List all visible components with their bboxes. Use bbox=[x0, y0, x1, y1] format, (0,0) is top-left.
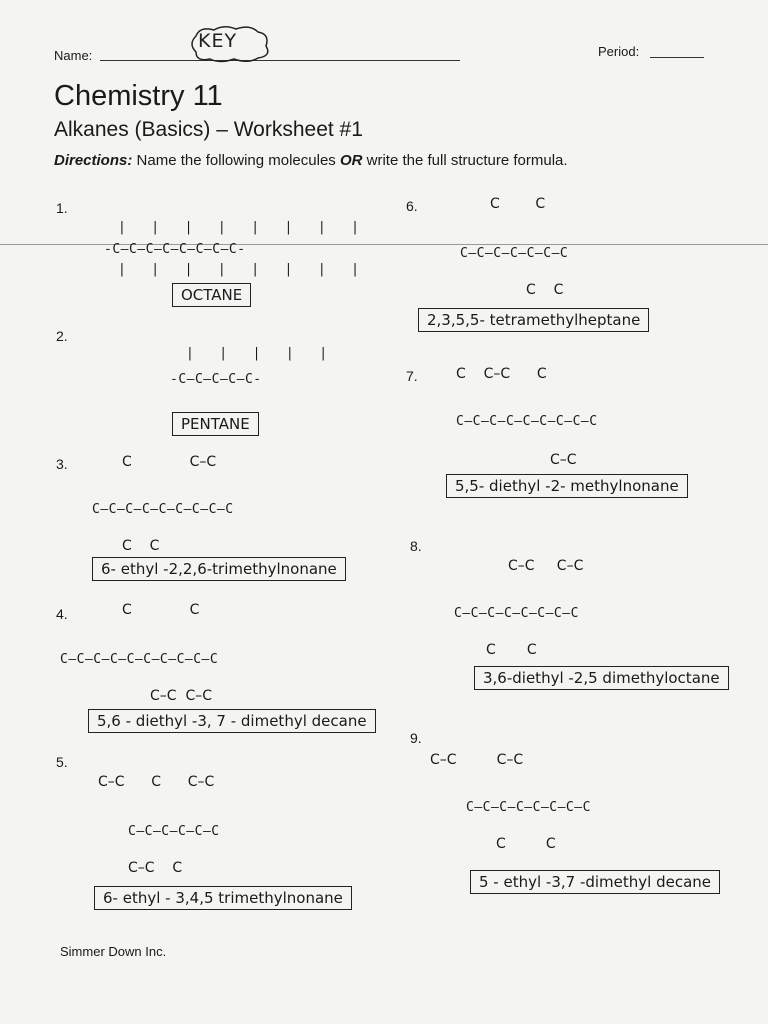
structure-top: C C bbox=[490, 196, 546, 212]
structure-top: C C–C C bbox=[456, 366, 547, 382]
answer-box: 5,5- diethyl -2- methylnonane bbox=[446, 474, 688, 498]
directions-or: OR bbox=[339, 152, 363, 169]
answer-box: 2,3,5,5- tetramethylheptane bbox=[418, 308, 649, 332]
structure-chain: C–C–C–C–C–C–C–C bbox=[466, 800, 591, 815]
structure-chain: C–C–C–C–C–C–C–C–C–C bbox=[60, 652, 219, 667]
name-value: KEY bbox=[198, 30, 238, 52]
problem-number: 3. bbox=[56, 456, 68, 472]
structure-chain: -C–C–C–C–C- bbox=[170, 372, 262, 387]
structure-chain: -C–C–C–C–C–C–C–C- bbox=[104, 242, 246, 257]
structure-top: C–C C–C bbox=[430, 752, 524, 768]
structure-bottom: C C bbox=[496, 836, 556, 852]
answer-box: 6- ethyl -2,2,6-trimethylnonane bbox=[92, 557, 346, 581]
period-label: Period: bbox=[598, 44, 640, 59]
problem-number: 6. bbox=[406, 198, 418, 214]
answer-box: 5,6 - diethyl -3, 7 - dimethyl decane bbox=[88, 709, 376, 733]
name-line bbox=[100, 60, 460, 61]
problem-number: 7. bbox=[406, 368, 418, 384]
structure-bottom: | | | | | | | | bbox=[118, 262, 360, 277]
structure-chain: C–C–C–C–C–C–C–C–C bbox=[456, 414, 598, 429]
problem-number: 9. bbox=[410, 730, 422, 746]
problem-number: 1. bbox=[56, 200, 68, 216]
directions bbox=[54, 152, 568, 169]
footer-credit: Simmer Down Inc. bbox=[60, 944, 167, 959]
structure-chain: C–C–C–C–C–C–C–C–C bbox=[92, 502, 234, 517]
structure-chain: C–C–C–C–C–C–C bbox=[460, 246, 569, 261]
structure-chain: C–C–C–C–C–C bbox=[128, 824, 220, 839]
directions-label: Directions: bbox=[54, 152, 133, 169]
directions-tail: write the full structure formula. bbox=[362, 152, 568, 169]
structure-top: C C–C bbox=[122, 454, 217, 470]
problem-number: 4. bbox=[56, 606, 68, 622]
structure-bottom: C–C C bbox=[128, 860, 183, 876]
structure-top: C–C C C–C bbox=[98, 774, 215, 790]
period-line bbox=[650, 57, 704, 58]
structure-top: | | | | | | | | bbox=[118, 220, 360, 235]
answer-box: 3,6-diethyl -2,5 dimethyloctane bbox=[474, 666, 729, 690]
answer-box: 5 - ethyl -3,7 -dimethyl decane bbox=[470, 870, 720, 894]
structure-chain: C–C–C–C–C–C–C–C bbox=[454, 606, 579, 621]
answer-box: PENTANE bbox=[172, 412, 259, 436]
structure-top: C–C C–C bbox=[508, 558, 584, 574]
structure-bottom: C C bbox=[486, 642, 537, 658]
page-subtitle: Alkanes (Basics) – Worksheet #1 bbox=[54, 118, 363, 141]
page-title: Chemistry 11 bbox=[54, 80, 223, 112]
structure-bottom: C C bbox=[122, 538, 160, 554]
answer-box: 6- ethyl - 3,4,5 trimethylnonane bbox=[94, 886, 352, 910]
structure-top: | | | | | bbox=[186, 346, 328, 361]
structure-top: C C bbox=[122, 602, 200, 618]
structure-bottom: C–C bbox=[550, 452, 577, 468]
problem-number: 2. bbox=[56, 328, 68, 344]
directions-text: Name the following molecules bbox=[132, 152, 340, 169]
structure-bottom: C–C C–C bbox=[150, 688, 213, 704]
problem-number: 8. bbox=[410, 538, 422, 554]
answer-box: OCTANE bbox=[172, 283, 251, 307]
name-label: Name: bbox=[54, 48, 93, 63]
structure-bottom: C C bbox=[526, 282, 564, 298]
problem-number: 5. bbox=[56, 754, 68, 770]
